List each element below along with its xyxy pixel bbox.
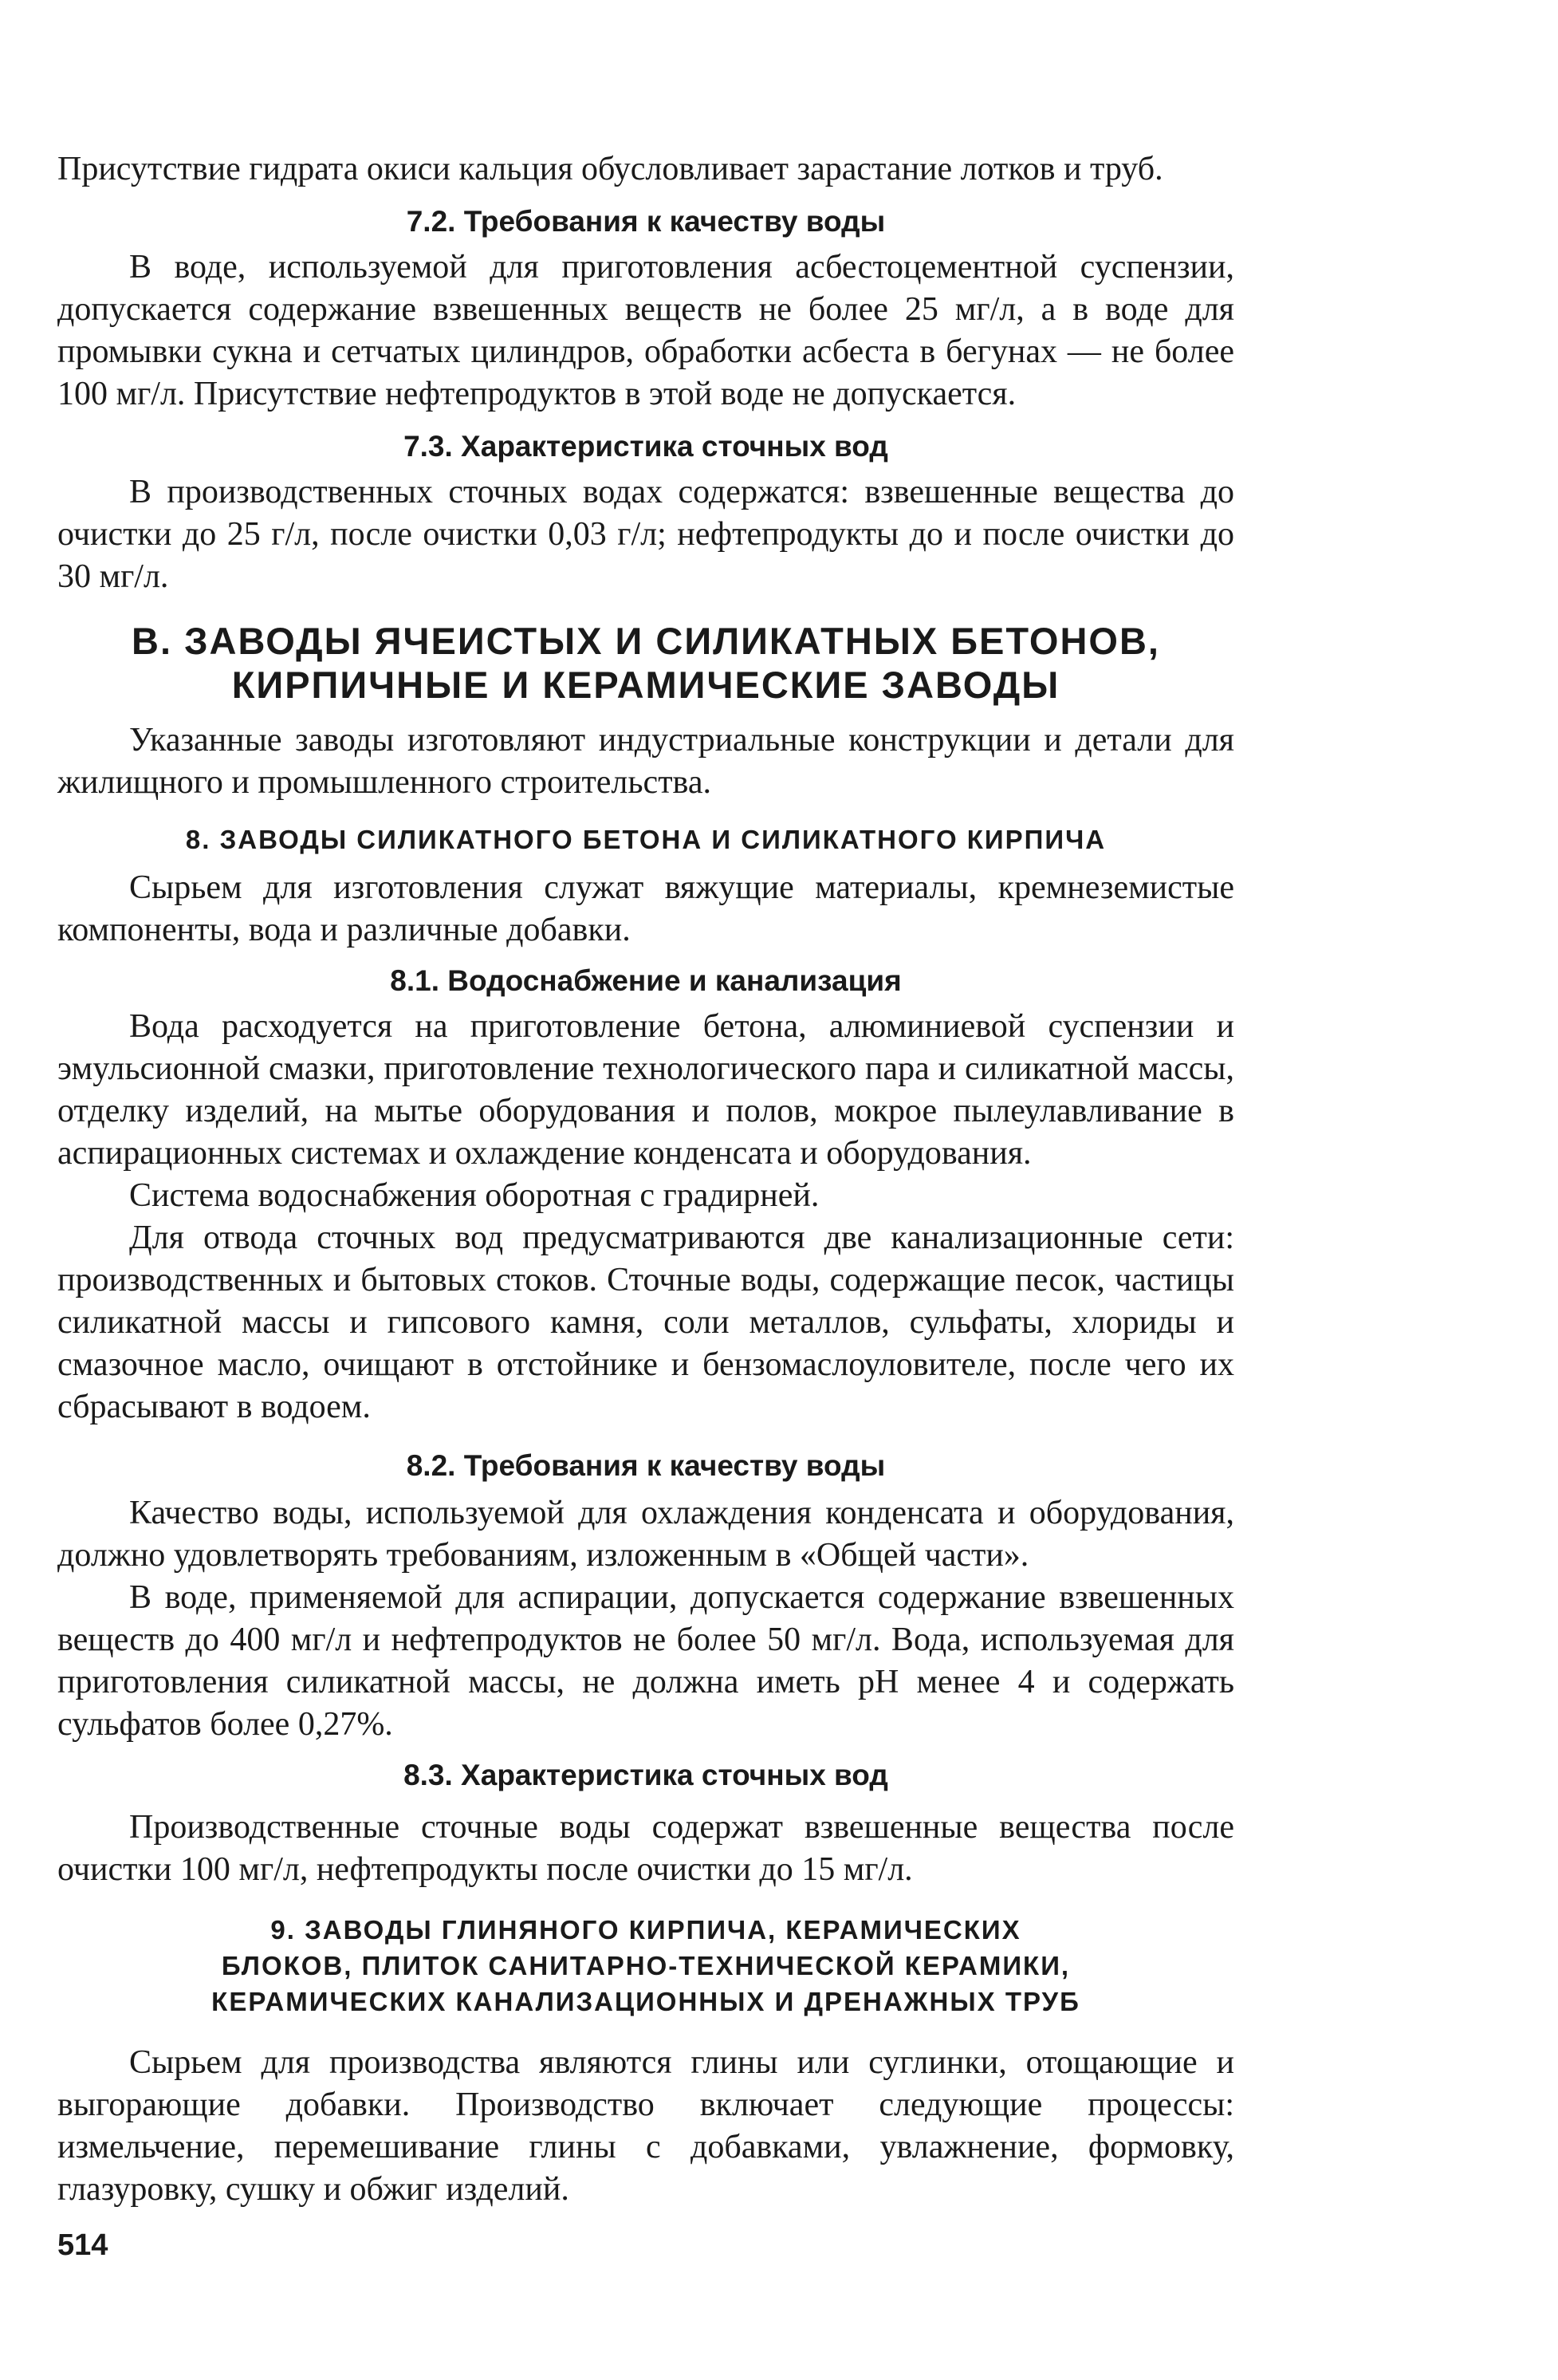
section-9-title — [57, 1912, 1234, 2019]
page-content — [57, 148, 1234, 2211]
paragraph-9: Сырьем для производства являются глины или суглинки, отощающие и выгорающие добавки. Производство включает следующие процессы: измельчение, перемешивание глины с добавками, увлажнение, формовку, глазуровку, сушку и обжиг изделий. — [57, 2044, 1234, 2208]
heading-8-2: 8.2. Требования к качеству воды — [406, 1449, 886, 1482]
paragraph-8: Сырьем для изготовления служат вяжущие материалы, кремнеземистые компоненты, вода и различные добавки. — [57, 869, 1234, 948]
paragraph-8-2-b: В воде, применяемой для аспирации, допускается содержание взвешенных веществ до 400 мг/л и нефтепродуктов не более 50 мг/л. Вода, используемая для приготовления силикатной массы, не должна иметь pH менее 4 и содержать сульфатов более 0,27%. — [57, 1579, 1234, 1743]
heading-8-1: 8.1. Водоснабжение и канализация — [390, 964, 902, 997]
paragraph-8-1-b: Система водоснабжения оборотная с градирней. — [129, 1177, 820, 1214]
heading-8-3: 8.3. Характеристика сточных вод — [403, 1759, 888, 1791]
intro-paragraph: Присутствие гидрата окиси кальция обусловливает зарастание лотков и труб. — [57, 151, 1163, 187]
section-b-title-line-2: КИРПИЧНЫЕ И КЕРАМИЧЕСКИЕ ЗАВОДЫ — [231, 664, 1060, 706]
section-9-title-line-2: БЛОКОВ, ПЛИТОК САНИТАРНО-ТЕХНИЧЕСКОЙ КЕРАМИКИ, — [221, 1951, 1071, 1980]
paragraph-b: Указанные заводы изготовляют индустриальные конструкции и детали для жилищного и промышленного строительства. — [57, 722, 1234, 801]
paragraph-8-2-a: Качество воды, используемой для охлаждения конденсата и оборудования, должно удовлетворять требованиям, изложенным в «Общей части». — [57, 1495, 1234, 1574]
paragraph-7-2: В воде, используемой для приготовления асбестоцементной суспензии, допускается содержание взвешенных веществ не более 25 мг/л, а в воде для промывки сукна и сетчатых цилиндров, обработки асбеста в бегунах — не более 100 мг/л. Присутствие нефтепродуктов в этой воде не допускается. — [57, 249, 1234, 412]
section-b-title — [57, 619, 1234, 707]
heading-7-3: 7.3. Характеристика сточных вод — [403, 430, 888, 463]
heading-7-2: 7.2. Требования к качеству воды — [406, 205, 886, 238]
paragraph-7-3: В производственных сточных водах содержатся: взвешенные вещества до очистки до 25 г/л, после очистки 0,03 г/л; нефтепродукты до и после очистки до 30 мг/л. — [57, 474, 1234, 595]
section-b-title-line-1: В. ЗАВОДЫ ЯЧЕИСТЫХ И СИЛИКАТНЫХ БЕТОНОВ, — [132, 620, 1160, 662]
paragraph-8-1-c: Для отвода сточных вод предусматриваются две канализационные сети: производственных и бытовых стоков. Сточные воды, содержащие песок, частицы силикатной массы и гипсового камня, соли металлов, сульфаты, хлориды и смазочное масло, очищают в отстойнике и бензомаслоуловителе, после чего их сбрасывают в водоем. — [57, 1220, 1234, 1425]
paragraph-8-1-a: Вода расходуется на приготовление бетона, алюминиевой суспензии и эмульсионной смазки, приготовление технологического пара и силикатной массы, отделку изделий, на мытье оборудования и полов, мокрое пылеулавливание в аспирационных системах и охлаждение конденсата и оборудования. — [57, 1008, 1234, 1172]
section-9-title-line-1: 9. ЗАВОДЫ ГЛИНЯНОГО КИРПИЧА, КЕРАМИЧЕСКИХ — [270, 1915, 1021, 1945]
section-9-title-line-3: КЕРАМИЧЕСКИХ КАНАЛИЗАЦИОННЫХ И ДРЕНАЖНЫХ ТРУБ — [211, 1987, 1080, 2016]
paragraph-8-3: Производственные сточные воды содержат взвешенные вещества после очистки 100 мг/л, нефтепродукты после очистки до 15 мг/л. — [57, 1809, 1234, 1888]
page-number: 514 — [57, 2228, 108, 2262]
heading-8: 8. ЗАВОДЫ СИЛИКАТНОГО БЕТОНА И СИЛИКАТНОГО КИРПИЧА — [185, 825, 1107, 854]
